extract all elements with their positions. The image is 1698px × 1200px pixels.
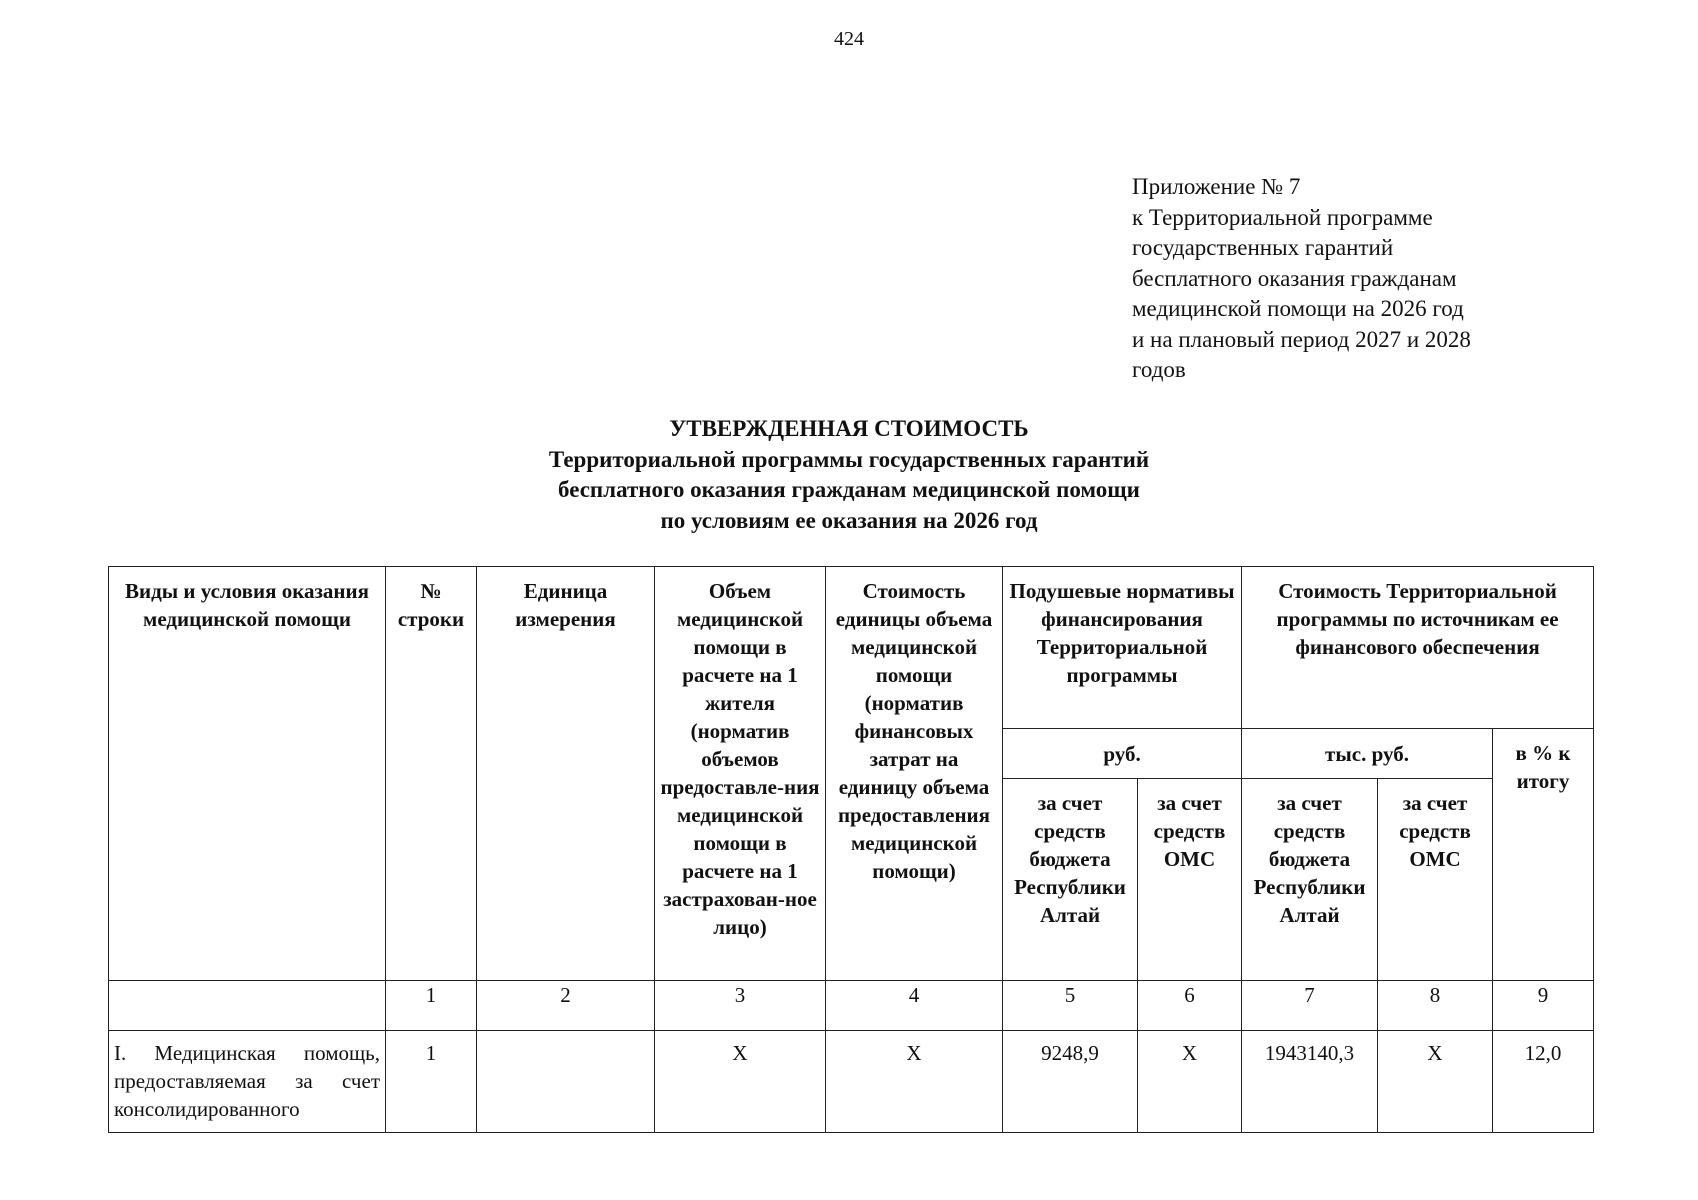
header-rub: руб. — [1003, 729, 1242, 779]
title-line: Территориальной программы государственных гарантий — [548, 446, 1150, 472]
column-number: 8 — [1378, 981, 1493, 1031]
header-cost-budget: за счет средств бюджета Республики Алтай — [1242, 779, 1378, 981]
header-per-capita-budget: за счет средств бюджета Республики Алтай — [1003, 779, 1138, 981]
header-cost-oms: за счет средств ОМС — [1378, 779, 1493, 981]
header-per-capita: Подушевые нормативы финансирования Территориальной программы — [1003, 567, 1242, 729]
header-unit: Единица измерения — [477, 567, 655, 981]
header-thousand-rub: тыс. руб. — [1242, 729, 1493, 779]
header-row-number: № строки — [386, 567, 477, 981]
row-unit-cost: Х — [826, 1031, 1003, 1133]
header-unit-cost: Стоимость единицы объема медицинской помощи (норматив финансовых затрат на единицу объема предоставления медицинской помощи) — [826, 567, 1003, 981]
column-number: 6 — [1138, 981, 1242, 1031]
column-number: 1 — [386, 981, 477, 1031]
column-number: 5 — [1003, 981, 1138, 1031]
appendix-line: государственных гарантий — [1132, 235, 1394, 260]
header-percent: в % к итогу — [1493, 729, 1594, 981]
appendix-line: Приложение № 7 — [1132, 174, 1301, 199]
appendix-line: и на плановый период 2027 и 2028 — [1132, 326, 1471, 352]
title-line: по условиям ее оказания на 2026 год — [660, 507, 1038, 533]
appendix-line: годов — [1132, 357, 1186, 382]
header-volume: Объем медицинской помощи в расчете на 1 жителя (норматив объемов предоставле-ния медицинской помощи в расчете на 1 застрахован-ное лицо) — [655, 567, 826, 981]
appendix-line: к Территориальной программе — [1132, 204, 1433, 230]
header-program-cost: Стоимость Территориальной программы по источникам ее финансового обеспечения — [1242, 567, 1594, 729]
column-number — [109, 981, 386, 1031]
document-title — [0, 414, 1698, 536]
row-volume: Х — [655, 1031, 826, 1133]
row-percent: 12,0 — [1493, 1031, 1594, 1133]
column-number: 9 — [1493, 981, 1594, 1031]
appendix-line: бесплатного оказания гражданам — [1132, 265, 1457, 291]
row-cost-oms: Х — [1378, 1031, 1493, 1133]
header-type-conditions: Виды и условия оказания медицинской помощи — [109, 567, 386, 981]
title-line: бесплатного оказания гражданам медицинской помощи — [558, 477, 1140, 502]
column-number: 3 — [655, 981, 826, 1031]
row-per-capita-oms: Х — [1138, 1031, 1242, 1133]
appendix-reference — [1132, 172, 1632, 386]
page-number: 424 — [834, 28, 864, 50]
table-row — [109, 1031, 1594, 1133]
column-number: 4 — [826, 981, 1003, 1031]
header-per-capita-oms: за счет средств ОМС — [1138, 779, 1242, 981]
column-number: 7 — [1242, 981, 1378, 1031]
row-name: I. Медицинская помощь, предоставляемая за счет консолидированного — [109, 1031, 386, 1133]
cost-table — [108, 566, 1594, 1133]
row-unit — [477, 1031, 655, 1133]
column-number: 2 — [477, 981, 655, 1031]
row-cost-budget: 1943140,3 — [1242, 1031, 1378, 1133]
title-heading: УТВЕРЖДЕННАЯ СТОИМОСТЬ — [669, 416, 1029, 441]
row-number: 1 — [386, 1031, 477, 1133]
row-per-capita-budget: 9248,9 — [1003, 1031, 1138, 1133]
appendix-line: медицинской помощи на 2026 год — [1132, 296, 1464, 321]
